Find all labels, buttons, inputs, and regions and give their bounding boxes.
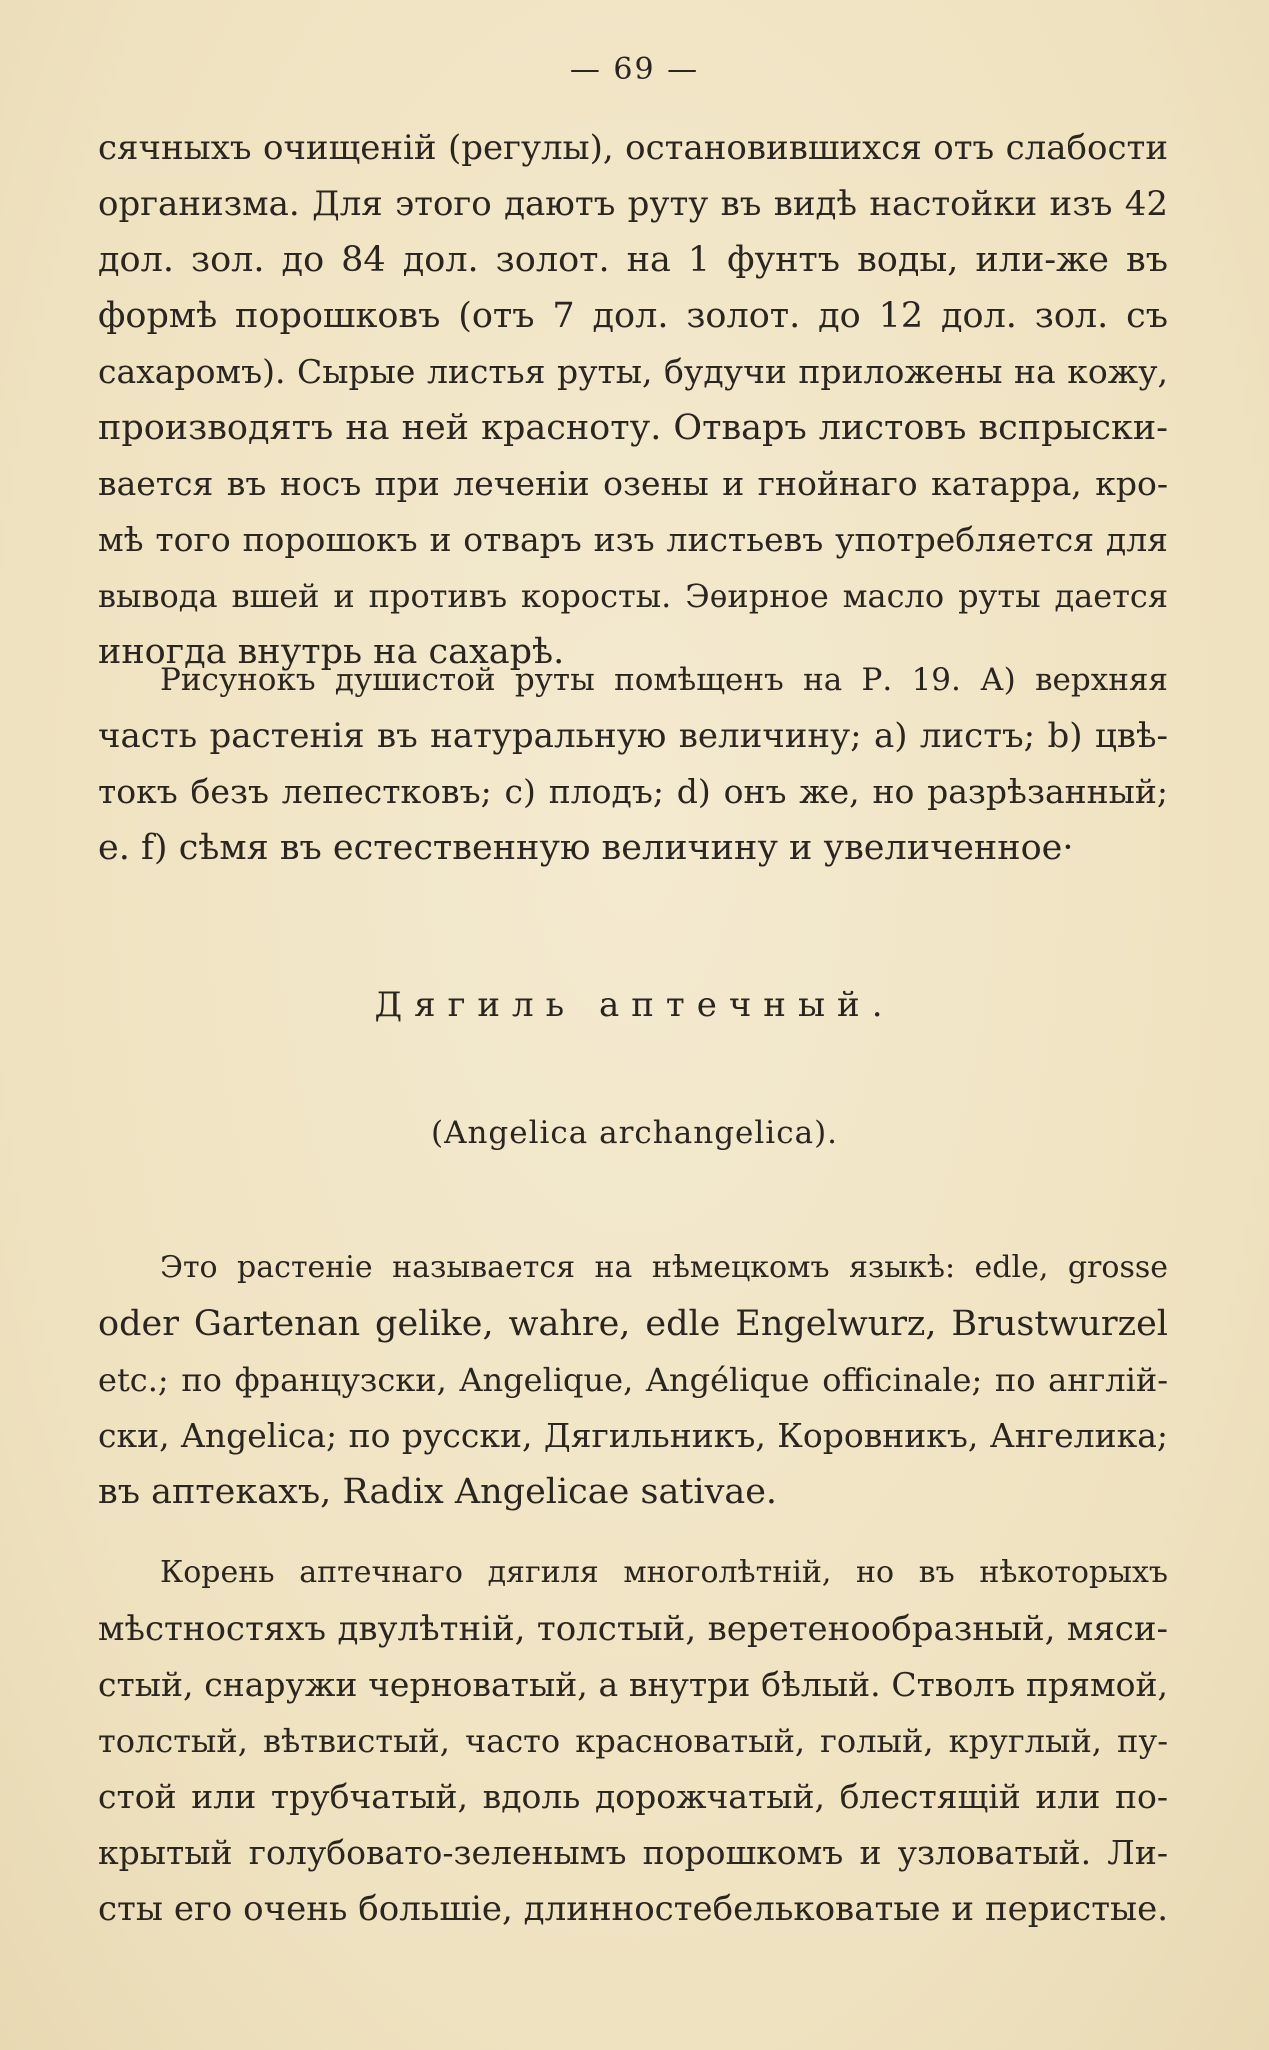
text-line: толстый, вѣтвистый, часто красноватый, голый, круглый, пу- — [98, 1722, 1168, 1760]
page-number: — 69 — — [569, 52, 700, 87]
text-line: иногда внутрь на сахарѣ. — [98, 632, 565, 672]
text-line: сячныхъ очищеній (регулы), остановившихся отъ слабости — [98, 128, 1168, 168]
text-line: e. f) сѣмя въ естественную величину и увеличенное· — [98, 828, 1074, 868]
text-line: производятъ на ней красноту. Отваръ листовъ вспрыски- — [98, 408, 1168, 448]
text-line: стый, снаружи черноватый, а внутри бѣлый. Стволъ прямой, — [98, 1665, 1168, 1704]
text-line: сты его очень большіе, длинностебельковатые и перистые. — [98, 1889, 1168, 1929]
text-line: въ аптекахъ, Radix Angelicae sativae. — [98, 1472, 778, 1512]
paragraph-rue-usage — [98, 120, 1168, 680]
latin-name: (Angelica archangelica). — [430, 1115, 839, 1151]
text-line: крытый голубовато-зеленымъ порошкомъ и узловатый. Ли- — [98, 1833, 1168, 1872]
text-line: Корень аптечнаго дягиля многолѣтній, но въ нѣкоторыхъ — [160, 1555, 1168, 1590]
text-line: организма. Для этого даютъ руту въ видѣ настойки изъ 42 — [98, 184, 1168, 224]
text-line: вается въ носъ при леченіи озены и гнойнаго катарра, кро- — [98, 464, 1168, 503]
text-line: ски, Angelica; по русски, Дягильникъ, Коровникъ, Ангелика; — [98, 1416, 1168, 1455]
text-line: формѣ порошковъ (отъ 7 дол. золот. до 12 дол. зол. съ — [98, 296, 1168, 336]
text-line: дол. зол. до 84 дол. золот. на 1 фунтъ воды, или-же въ — [98, 240, 1168, 280]
text-line: Рисунокъ душистой руты помѣщенъ на Р. 19. А) верхняя — [160, 662, 1168, 698]
text-line: сахаромъ). Сырые листья руты, будучи приложены на кожу, — [98, 352, 1168, 391]
text-line: etc.; по французски, Angelique, Angélique officinale; по англій- — [98, 1361, 1168, 1399]
text-line: oder Gartenan gelike, wahre, edle Engelwurz, Brustwurzel — [98, 1304, 1168, 1344]
text-line: мѣ того порошокъ и отваръ изъ листьевъ употребляется для — [98, 520, 1168, 559]
text-line: часть растенія въ натуральную величину; a) листъ; b) цвѣ- — [98, 716, 1168, 756]
text-line: токъ безъ лепестковъ; c) плодъ; d) онъ же, но разрѣзанный; — [98, 772, 1168, 811]
text-line: Это растеніе называется на нѣмецкомъ языкѣ: edle, grosse — [160, 1250, 1168, 1285]
paragraph-angelica-description — [98, 1545, 1168, 1937]
text-line: стой или трубчатый, вдоль дорожчатый, блестящій или по- — [98, 1777, 1168, 1816]
text-line: мѣстностяхъ двулѣтній, толстый, веретенообразный, мяси- — [98, 1609, 1168, 1649]
section-heading: Дягиль аптечный. — [374, 985, 895, 1025]
paragraph-angelica-names — [98, 1240, 1168, 1520]
paragraph-rue-figure — [98, 652, 1168, 876]
text-line: вывода вшей и противъ коросты. Эѳирное масло руты дается — [98, 577, 1168, 615]
